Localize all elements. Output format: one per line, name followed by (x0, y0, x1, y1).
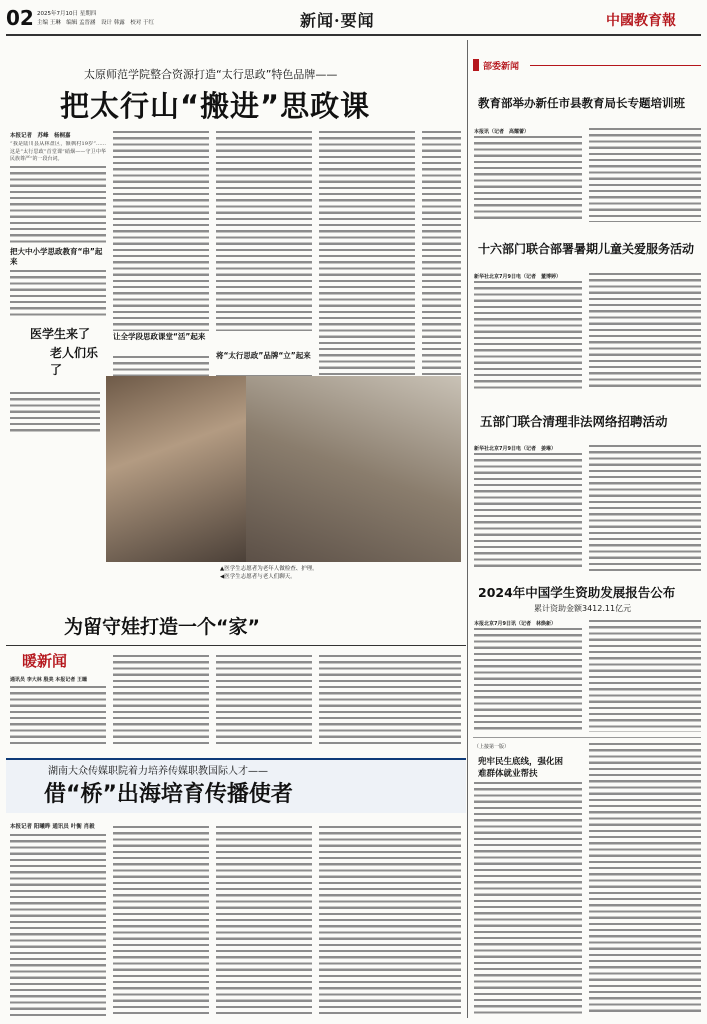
second-byline: 通讯员 李大林 殷美 本报记者 王曈 (10, 677, 87, 683)
second-rule (6, 645, 466, 646)
photo-story-text (10, 392, 100, 432)
lead-paragraph: “我是陆川县从林盘区，额枫村19岁”……这是“太行思政”首堂课“硝烟——守卫中华民族尊严”的一段台词。 (10, 141, 106, 162)
sidebar-label-bar (473, 59, 479, 71)
photo-caption-1: ▲医学生志愿者为老年人做检查、护理。 (220, 566, 318, 572)
second-headline: 为留守娃打造一个“家” (64, 616, 260, 638)
lead-kicker: 太原师范学院整合资源打造“太行思政”特色品牌—— (84, 68, 338, 81)
lead-subhead-1: 把大中小学思政教育“串”起来 (10, 247, 103, 266)
second-body-col2 (113, 655, 209, 748)
story4-body-col2 (589, 620, 701, 732)
story5-body-col1 (474, 782, 582, 1016)
third-body-col1 (10, 834, 106, 1016)
story3-body-col1 (474, 453, 582, 571)
second-body-col4 (319, 655, 461, 748)
story2-body-col2 (589, 273, 701, 391)
date-line: 2025年7月10日 星期四 (37, 11, 97, 17)
sidebar-label-rule (530, 65, 701, 66)
story4-byline: 本报北京7月9日讯（记者 林焕新） (474, 621, 556, 627)
photo-headline-box (10, 325, 106, 385)
story1-byline: 本报讯（记者 高耀蕾） (474, 129, 530, 135)
third-body-col3 (216, 826, 312, 1016)
page-number: 02 (6, 6, 34, 30)
third-body-col4 (319, 826, 461, 1016)
story3-body-col2 (589, 445, 701, 571)
lead-body-col3 (216, 131, 312, 331)
column-divider (467, 40, 468, 1018)
photo-headline-2: 老人们乐了 (50, 346, 99, 377)
story2-byline: 新华社北京7月9日电（记者 董博婷） (474, 274, 561, 280)
story1-body-col2 (589, 128, 701, 222)
story1-headline: 教育部举办新任市县教育局长专题培训班 (478, 96, 685, 110)
lead-headline: 把太行山“搬进”思政课 (60, 89, 371, 123)
photo-image-2 (246, 376, 461, 562)
lead-subhead-2: 让全学段思政课堂“活”起来 (113, 332, 206, 341)
masthead-rule (6, 34, 701, 36)
story5-kicker: （上接第一版） (474, 744, 510, 750)
lead-body-col1b (10, 270, 106, 318)
story5-headline-1: 兜牢民生底线，强化困 (478, 757, 564, 767)
section-title: 新闻·要闻 (300, 11, 375, 30)
lead-body-col1 (10, 166, 106, 244)
second-body-col3 (216, 655, 312, 748)
story5-body-col2 (589, 743, 701, 1016)
lead-subhead-3: 将“太行思政”品牌“立”起来 (216, 351, 311, 360)
editors-line: 主编 王琳 编辑 孟晋涵 设计 韩露 校对 于红 (37, 20, 154, 26)
masthead-logo: 中國教育報 (606, 13, 676, 29)
third-kicker: 湖南大众传媒职院着力培养传媒职教国际人才—— (48, 766, 268, 777)
story1-body-col1 (474, 136, 582, 222)
third-byline: 本报记者 阳曦晔 通讯员 叶衡 肖毅 (10, 824, 95, 830)
story4-headline: 2024年中国学生资助发展报告公布 (478, 585, 676, 600)
story3-headline: 五部门联合清理非法网络招聘活动 (480, 414, 668, 429)
third-headline: 借“桥”出海培育传播使者 (44, 782, 293, 807)
story4-subhead: 累计资助金额3412.11亿元 (534, 604, 632, 613)
story2-headline: 十六部门联合部署暑期儿童关爱服务活动 (478, 242, 695, 256)
story5-rule (473, 737, 701, 738)
sidebar-section-label: 部委新闻 (483, 62, 520, 72)
lead-body-col2 (113, 131, 209, 331)
lead-byline: 本报记者 苏峰 杨桐嘉 (10, 133, 71, 139)
third-body-col2 (113, 826, 209, 1016)
story3-byline: 新华社北京7月9日电（记者 姜琳） (474, 446, 556, 452)
photo-headline-1: 医学生来了 (30, 327, 91, 341)
photo-image-1 (106, 376, 246, 562)
photo-caption-2: ◀医学生志愿者与老人们聊天。 (220, 574, 296, 580)
warm-news-tag: 暖新闻 (22, 652, 68, 670)
story2-body-col1 (474, 281, 582, 391)
story4-body-col1 (474, 628, 582, 732)
second-body-col1 (10, 686, 106, 748)
story5-headline-2: 难群体就业帮扶 (478, 769, 538, 779)
